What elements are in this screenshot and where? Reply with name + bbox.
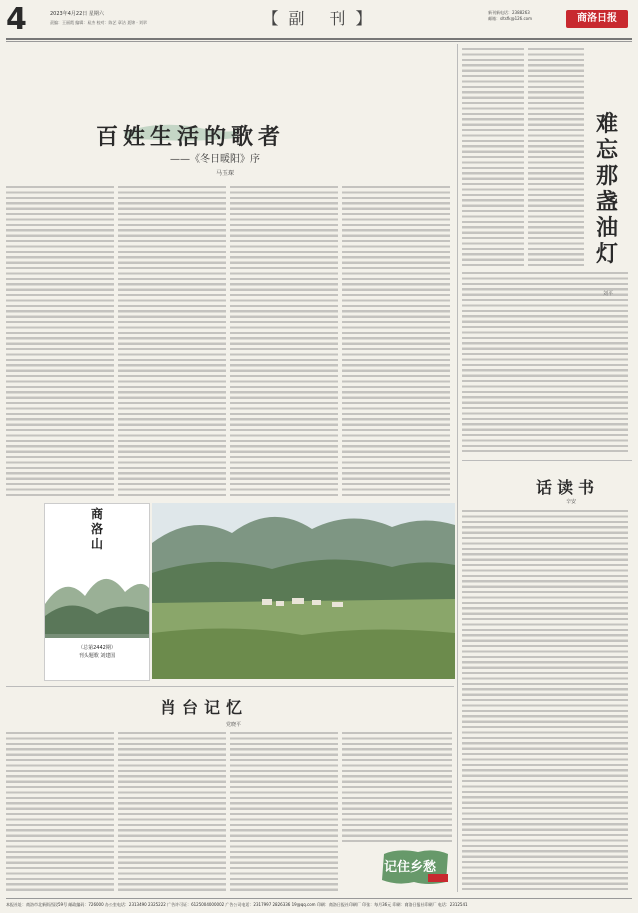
newspaper-logo: 商洛日报 <box>566 10 628 28</box>
main-article-subtitle: ——《冬日暖阳》序 <box>170 154 260 165</box>
reading-article-body <box>462 510 628 892</box>
text-lines-texture <box>342 186 450 496</box>
issue-date: 2023年4月22日 星期六 <box>50 11 104 17</box>
lamp-article-body <box>462 272 628 452</box>
text-lines-texture <box>462 272 628 452</box>
masthead-issue: （总第2442期） <box>78 645 116 651</box>
text-lines-texture <box>342 732 452 842</box>
lamp-article-title: 难忘那盏油灯 <box>595 112 618 267</box>
landscape-photo <box>152 503 455 679</box>
reading-article-title: 话读书 <box>536 478 600 497</box>
text-lines-texture <box>462 48 524 268</box>
header-rule-thin <box>6 41 632 42</box>
footer-info: 本报社址：商洛市北新街西段59号 邮政编码：726000 办公室电话：2313490 2325222 广告许可证：6125004000002 广告公司电话：2317997 2826336 19@qq.com 印刷：商洛日报社印刷厂 印张：每月36元 印刷：商洛日报社印刷厂 电话：2312541 <box>6 898 632 908</box>
section-title: 【副 刊】 <box>262 9 382 28</box>
main-article-column-3 <box>230 186 338 496</box>
reading-article-author: 辛安 <box>566 499 577 505</box>
masthead-box <box>44 503 150 681</box>
memory-article-author: 党晓平 <box>226 722 242 728</box>
main-article-title: 百姓生活的歌者 <box>96 125 286 150</box>
text-lines-texture <box>230 186 338 496</box>
text-lines-texture <box>6 732 114 892</box>
section-divider-left <box>6 686 454 687</box>
page-number: 4 <box>6 2 27 37</box>
memory-article-column-3 <box>230 732 338 892</box>
lamp-article-column-2 <box>528 48 584 268</box>
memory-article-column-2 <box>118 732 226 892</box>
lamp-article-author: 刘平 <box>603 291 614 297</box>
column-divider <box>457 44 458 892</box>
text-lines-texture <box>230 732 338 892</box>
masthead-info <box>47 644 147 660</box>
nostalgia-stamp <box>378 846 452 888</box>
text-lines-texture <box>6 186 114 496</box>
memory-article-column-4 <box>342 732 452 842</box>
lamp-article-column-1 <box>462 48 524 268</box>
contact-info: 新刊新电话：2388263 邮箱：sltsfk@126.com <box>488 10 533 21</box>
main-article-column-1 <box>6 186 114 496</box>
editor-staff: 责编：王丽霞 编辑：易杰 校对：陈艺 章洁 聂锦 · 刘翠 <box>50 20 147 25</box>
masthead-editors: 刊头题歌 刘建国 <box>78 653 116 659</box>
main-article-column-4 <box>342 186 450 496</box>
memory-article-title: 肖台记忆 <box>160 698 249 717</box>
memory-article-column-1 <box>6 732 114 892</box>
text-lines-texture <box>462 510 628 892</box>
text-lines-texture <box>118 732 226 892</box>
masthead-title: 商洛山 <box>91 507 104 551</box>
header-rule <box>6 38 632 40</box>
section-divider-right <box>462 460 632 461</box>
stamp-label: 记住乡愁 <box>384 860 437 875</box>
text-lines-texture <box>118 186 226 496</box>
main-article-author: 马玉琛 <box>216 170 235 177</box>
text-lines-texture <box>528 48 584 268</box>
main-article-column-2 <box>118 186 226 496</box>
